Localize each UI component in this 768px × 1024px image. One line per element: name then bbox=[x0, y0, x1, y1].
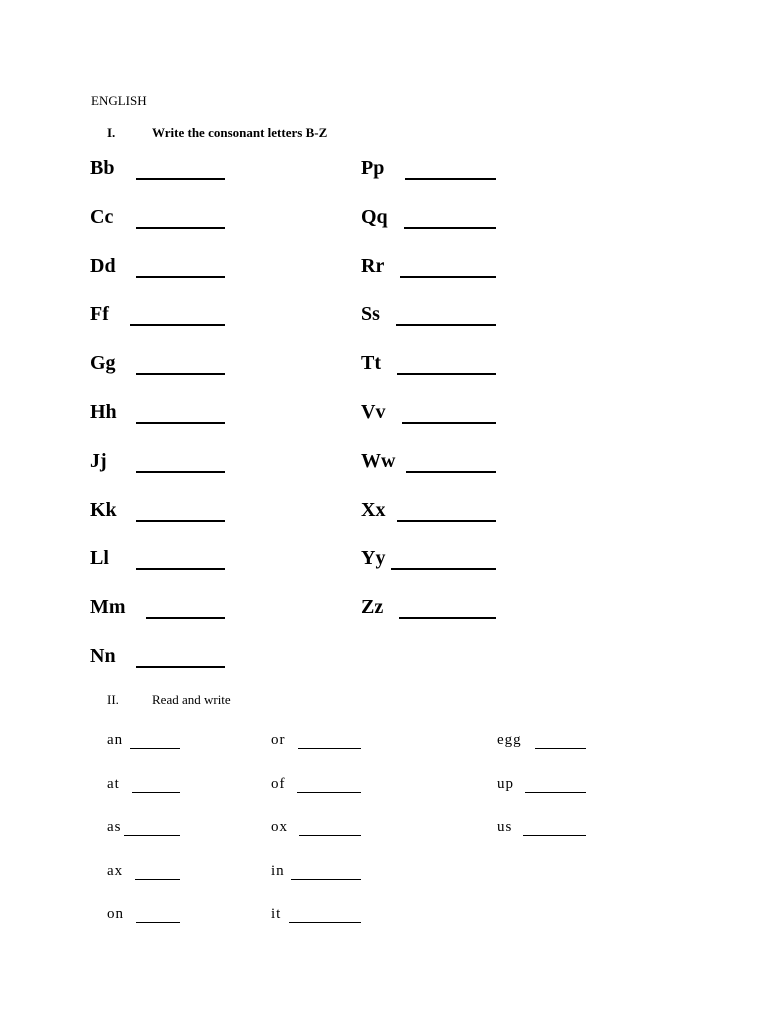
sight-word: of bbox=[271, 775, 286, 792]
letter-row bbox=[90, 157, 225, 187]
answer-blank[interactable] bbox=[399, 617, 496, 619]
word-row bbox=[107, 906, 180, 930]
sight-word: as bbox=[107, 819, 122, 836]
letter-pair: Mm bbox=[90, 596, 126, 619]
letter-row bbox=[361, 401, 496, 431]
answer-blank[interactable] bbox=[391, 568, 496, 570]
answer-blank[interactable] bbox=[136, 520, 225, 522]
subject-title: ENGLISH bbox=[91, 93, 147, 108]
letter-row bbox=[361, 596, 496, 626]
sight-word: us bbox=[497, 819, 513, 836]
sight-word: egg bbox=[497, 732, 522, 748]
sight-word: or bbox=[271, 732, 286, 748]
letter-row bbox=[90, 255, 225, 285]
word-row bbox=[271, 906, 361, 930]
sight-word: ax bbox=[107, 862, 124, 879]
letter-row bbox=[90, 303, 225, 333]
answer-blank[interactable] bbox=[298, 748, 361, 749]
section-2-title: Read and write bbox=[152, 692, 231, 707]
sight-word: ox bbox=[271, 819, 288, 836]
answer-blank[interactable] bbox=[146, 617, 225, 619]
sight-word: it bbox=[271, 906, 282, 923]
letter-row bbox=[361, 450, 496, 480]
answer-blank[interactable] bbox=[525, 792, 586, 793]
answer-blank[interactable] bbox=[396, 324, 496, 326]
answer-blank[interactable] bbox=[136, 422, 225, 424]
answer-blank[interactable] bbox=[400, 276, 496, 278]
word-row bbox=[107, 863, 180, 887]
word-row bbox=[271, 863, 361, 887]
letter-row bbox=[90, 645, 225, 675]
letter-pair: Nn bbox=[90, 645, 116, 667]
answer-blank[interactable] bbox=[136, 276, 225, 278]
letter-row bbox=[90, 206, 225, 236]
letter-pair: Ff bbox=[90, 303, 109, 326]
letter-pair: Yy bbox=[361, 547, 386, 570]
letter-row bbox=[90, 596, 225, 626]
answer-blank[interactable] bbox=[397, 520, 496, 522]
letter-row bbox=[361, 352, 496, 382]
letter-row bbox=[361, 206, 496, 236]
answer-blank[interactable] bbox=[136, 227, 225, 229]
answer-blank[interactable] bbox=[130, 748, 180, 749]
answer-blank[interactable] bbox=[136, 178, 225, 180]
letter-pair: Qq bbox=[361, 205, 388, 228]
answer-blank[interactable] bbox=[132, 792, 180, 793]
letter-pair: Gg bbox=[90, 352, 116, 375]
answer-blank[interactable] bbox=[136, 568, 225, 570]
answer-blank[interactable] bbox=[299, 835, 361, 836]
section-1-number: I. bbox=[107, 125, 116, 140]
word-row bbox=[271, 819, 361, 843]
letter-pair: Xx bbox=[361, 498, 386, 521]
sight-word: in bbox=[271, 862, 285, 879]
letter-row bbox=[361, 499, 496, 529]
answer-blank[interactable] bbox=[297, 792, 361, 793]
letter-pair: Bb bbox=[90, 157, 115, 179]
sight-word: an bbox=[107, 732, 124, 748]
answer-blank[interactable] bbox=[404, 227, 496, 229]
letter-pair: Jj bbox=[90, 449, 107, 472]
word-row bbox=[107, 819, 180, 843]
answer-blank[interactable] bbox=[124, 835, 180, 836]
letter-pair: Hh bbox=[90, 401, 117, 423]
letter-pair: Zz bbox=[361, 596, 384, 619]
answer-blank[interactable] bbox=[136, 922, 180, 923]
word-row bbox=[497, 732, 586, 756]
letter-pair: Tt bbox=[361, 352, 381, 375]
answer-blank[interactable] bbox=[397, 373, 496, 375]
letter-pair: Pp bbox=[361, 157, 385, 179]
letter-pair: Ll bbox=[90, 547, 109, 570]
sight-word: at bbox=[107, 775, 120, 792]
sight-word: up bbox=[497, 775, 514, 792]
word-row bbox=[497, 776, 586, 800]
letter-pair: Ww bbox=[361, 449, 396, 472]
answer-blank[interactable] bbox=[291, 879, 361, 880]
letter-row bbox=[361, 157, 496, 187]
letter-pair: Cc bbox=[90, 205, 114, 228]
answer-blank[interactable] bbox=[130, 324, 225, 326]
letter-pair: Vv bbox=[361, 401, 386, 423]
letter-row bbox=[90, 499, 225, 529]
answer-blank[interactable] bbox=[523, 835, 586, 836]
letter-pair: Kk bbox=[90, 498, 117, 521]
letter-row bbox=[90, 450, 225, 480]
letter-row bbox=[90, 352, 225, 382]
letter-pair: Ss bbox=[361, 303, 380, 326]
sight-word: on bbox=[107, 906, 124, 923]
answer-blank[interactable] bbox=[535, 748, 586, 749]
section-1-title: Write the consonant letters B-Z bbox=[152, 125, 328, 140]
answer-blank[interactable] bbox=[406, 471, 496, 473]
answer-blank[interactable] bbox=[136, 471, 225, 473]
answer-blank[interactable] bbox=[289, 922, 361, 923]
word-row bbox=[497, 819, 586, 843]
letter-row bbox=[361, 547, 496, 577]
word-row bbox=[107, 732, 180, 756]
answer-blank[interactable] bbox=[136, 666, 225, 668]
word-row bbox=[271, 732, 361, 756]
letter-pair: Dd bbox=[90, 254, 116, 277]
answer-blank[interactable] bbox=[135, 879, 180, 880]
answer-blank[interactable] bbox=[402, 422, 496, 424]
section-2-number: II. bbox=[107, 692, 119, 707]
letter-row bbox=[90, 547, 225, 577]
word-row bbox=[107, 776, 180, 800]
answer-blank[interactable] bbox=[405, 178, 496, 180]
letter-row bbox=[361, 255, 496, 285]
letter-row bbox=[361, 303, 496, 333]
letter-row bbox=[90, 401, 225, 431]
answer-blank[interactable] bbox=[136, 373, 225, 375]
letter-pair: Rr bbox=[361, 254, 385, 277]
word-row bbox=[271, 776, 361, 800]
